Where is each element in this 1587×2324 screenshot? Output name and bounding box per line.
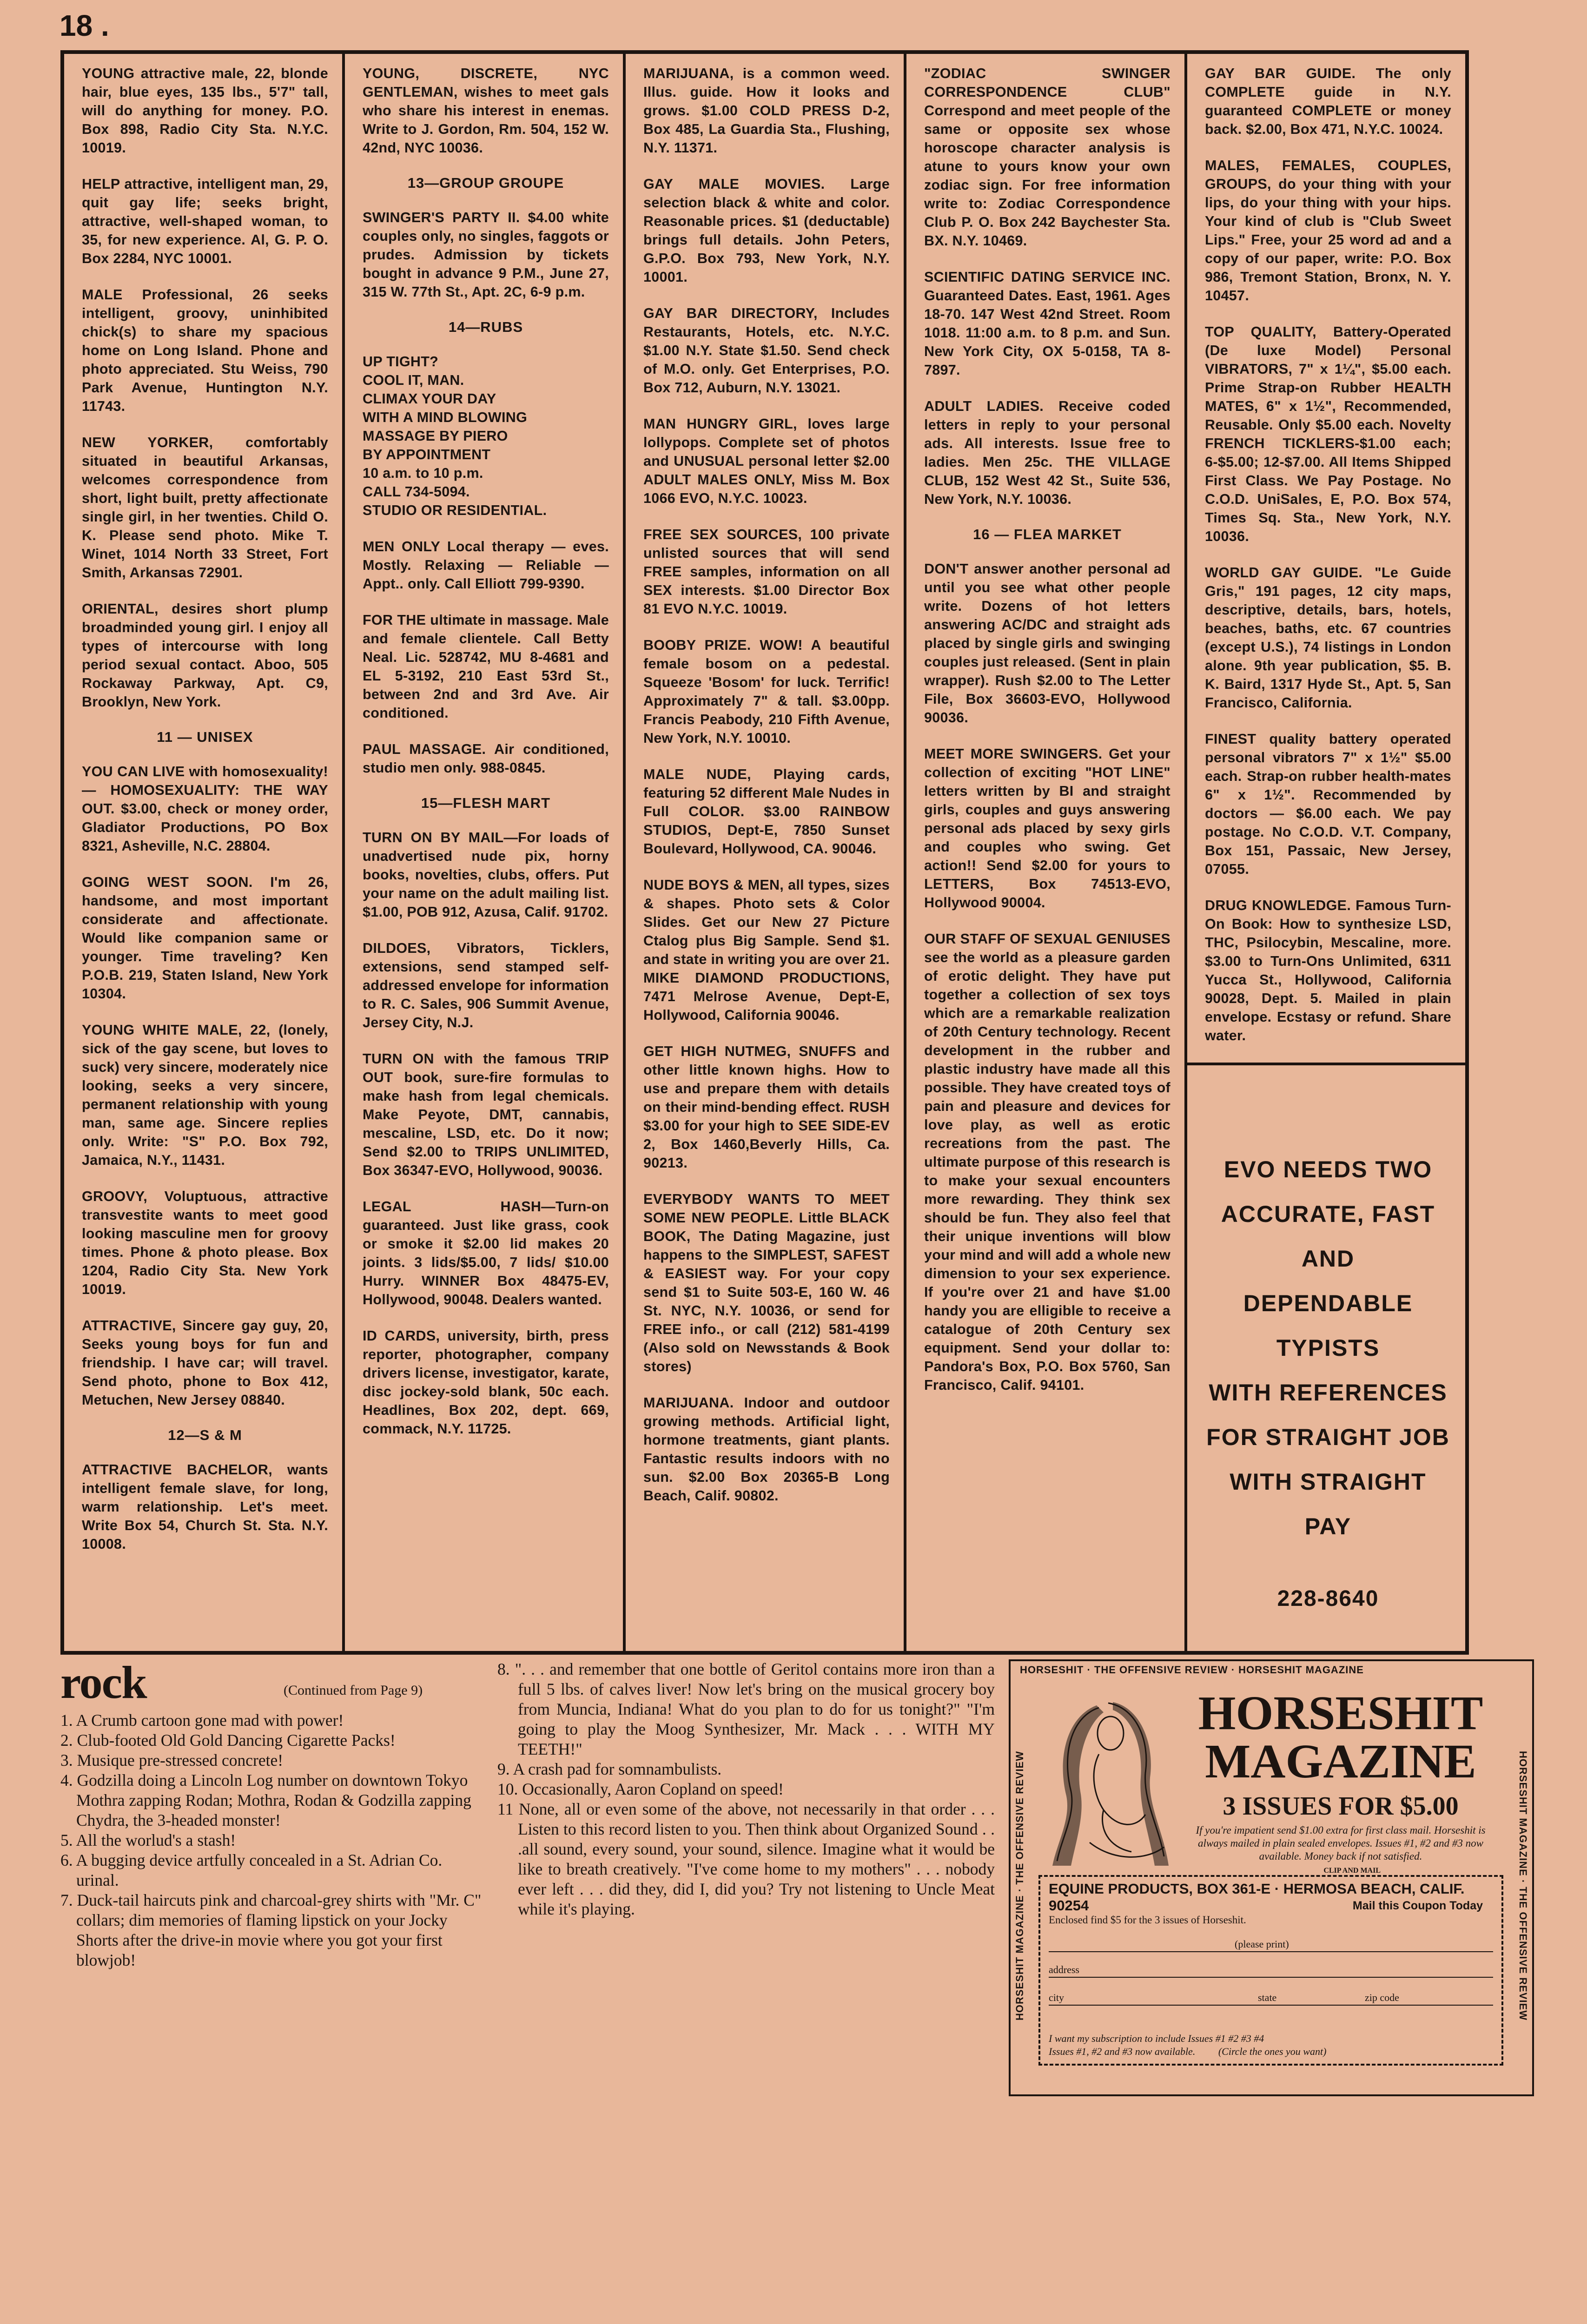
continued-note: (Continued from Page 9) — [284, 1683, 423, 1698]
evo-typists-ad — [1205, 1103, 1451, 1651]
classified-grid — [60, 50, 1469, 1655]
classified-ad: ATTRACTIVE BACHELOR, wants intelligent female slave, for long, warm relationship. Let's meet. Write Box 54, Church St. Sta. N.Y. 10008. — [82, 1462, 328, 1552]
address-label: address — [1049, 1964, 1079, 1975]
circle-text: (Circle the ones you want) — [1218, 2046, 1327, 2057]
city-state-zip-line[interactable] — [1049, 1986, 1493, 2006]
classified-ad: YOU CAN LIVE with homosexuality! — HOMOSEXUALITY: THE WAY OUT. $3.00, check or money order, Gladiator Productions, PO Box 8321, Asheville, N.C. 28804. — [82, 764, 328, 854]
classified-ad: DRUG KNOWLEDGE. Famous Turn-On Book: How to synthesize LSD, THC, Psilocybin, Mescaline, more. $3.00 to Turn-Ons Unlimited, 6311 Yucca St., Hollywood, California 90028, Dept. 5. Mailed in plain envelope. Ecstasy or refund. Share water. — [1205, 898, 1451, 1043]
classified-ad: MARIJUANA, is a common weed. Illus. guide. How it looks and grows. $1.00 COLD PRESS D-2, Box 485, La Guardia Sta., Flushing, N.Y. 11371. — [643, 66, 890, 156]
evo-typists-text: EVO NEEDS TWO ACCURATE, FAST AND DEPENDABLE TYPISTS WITH REFERENCES FOR STRAIGHT JOB WITH STRAIGHT PAY — [1206, 1156, 1450, 1539]
page-number: 18 . — [60, 9, 109, 42]
classified-ad: YOUNG WHITE MALE, 22, (lonely, sick of the gay scene, but loves to suck) very sincere, moderately nice looking, seeks a very sincere, permanent relationship with young man, same age. Sincere replies only. Write: "S" P.O. Box 792, Jamaica, N.Y., 11431. — [82, 1022, 328, 1168]
rock-list-right — [497, 1659, 995, 1919]
clip-label: CLIP AND MAIL — [1323, 1867, 1381, 1875]
available-text: Issues #1, #2 and #3 now available. — [1049, 2046, 1196, 2057]
list-item: 11 None, all or even some of the above, not necessarily in that order . . . Listen to this record listen to you. Then think about Organized Sound . . .all sound, every sound, your sound, silence. Imagine what it would be like to breath creatively. "I've come home to my mothers" . . . nobody ever left . . . did they, did I, did you? Try not listening to Uncle Meat while it's playing. — [497, 1800, 995, 1918]
section-heading: 11 — UNISEX — [157, 729, 253, 745]
classified-ad: UP TIGHT? COOL IT, MAN. CLIMAX YOUR DAY WITH A MIND BLOWING MASSAGE BY PIERO BY APPOINTMENT 10 a.m. to 10 p.m. CALL 734-5094. STUDIO OR RESIDENTIAL. — [363, 354, 547, 518]
classified-ad: NUDE BOYS & MEN, all types, sizes & shapes. Photo sets & Color Slides. Get our New 27 Picture Ctalog plus Big Sample. Send $1. and state in writing you are over 21. MIKE DIAMOND PRODUCTIONS, 7471 Melrose Avenue, Dept-E, Hollywood, California 90046. — [643, 877, 890, 1023]
classified-ad: GROOVY, Voluptuous, attractive transvestite wants to meet good looking masculine men for groovy times. Phone & photo please. Box 1204, Radio City Sta. New York 10019. — [82, 1188, 328, 1297]
state-label: state — [1258, 1992, 1277, 2003]
order-coupon — [1038, 1867, 1503, 2066]
rock-column-2 — [497, 1659, 995, 1919]
name-line[interactable] — [1049, 1933, 1493, 1952]
classified-ad: GET HIGH NUTMEG, SNUFFS and other little known highs. How to use and prepare them with details on their mind-bending effect. RUSH $3.00 for your high to SEE SIDE-EV 2, Box 1460,Beverly Hills, Ca. 90213. — [643, 1043, 890, 1171]
rock-list-left — [60, 1710, 488, 1970]
classified-column-4 — [906, 54, 1187, 1651]
section-heading: 12—S & M — [168, 1427, 242, 1443]
ad-border-right: HORSESHIT MAGAZINE · THE OFFENSIVE REVIEW — [1517, 1750, 1529, 2021]
classified-ad: YOUNG attractive male, 22, blonde hair, blue eyes, 135 lbs., 5'7" tall, will do anything for money. P.O. Box 898, Radio City Sta. N.Y.C. 10019. — [82, 66, 328, 156]
classified-ad: ID CARDS, university, birth, press reporter, photographer, company drivers license, investigator, karate, disc jockey-sold blank, 50c each. Headlines, Box 202, dept. 669, commack, N.Y. 11725. — [363, 1328, 609, 1437]
classified-ad: FREE SEX SOURCES, 100 private unlisted sources that will send FREE samples, information on all SEX interests. $1.00 Director Box 81 EVO N.Y.C. 10019. — [643, 527, 890, 617]
classified-ad: MEN ONLY Local therapy — eves. Mostly. Relaxing — Reliable — Appt.. only. Call Elliott 799-9390. — [363, 539, 609, 592]
classified-ad: LEGAL HASH—Turn-on guaranteed. Just like grass, cook or smoke it $2.00 lid makes 20 joints. 3 lids/$5.00, 7 lids/ $10.00 Hurry. WINNER Box 48475-EV, Hollywood, 90048. Dealers wanted. — [363, 1199, 609, 1307]
classified-ad: YOUNG, DISCRETE, NYC GENTLEMAN, wishes to meet gals who share his interest in enemas. Write to J. Gordon, Rm. 504, 152 W. 42nd, NYC 10036. — [363, 66, 609, 156]
list-item: 7. Duck-tail haircuts pink and charcoal-grey shirts with "Mr. C" collars; dim memories of flaming lipstick on your Jocky Shorts after the drive-in movie where you got your first blowjob! — [60, 1891, 482, 1969]
classified-ad: GAY MALE MOVIES. Large selection black & white and color. Reasonable prices. $1 (deductable) brings full details. John Peters, G.P.O. Box 793, New York, N.Y. 10001. — [643, 176, 890, 285]
zip-label: zip code — [1365, 1992, 1399, 2003]
woman-illustration-icon — [1043, 1689, 1183, 1870]
list-item: 5. All the worlud's a stash! — [60, 1831, 236, 1849]
classified-column-3 — [626, 54, 906, 1651]
subscription-text: I want my subscription to include Issues #1 #2 #3 #4 — [1049, 2033, 1264, 2044]
classified-ad: TURN ON with the famous TRIP OUT book, sure-fire formulas to make hash from legal chemicals. Make Peyote, DMT, cannabis, mescaline, LSD, etc. Do it now; Send $2.00 to TRIPS UNLIMITED, Box 36347-EVO, Hollywood, 90036. — [363, 1051, 609, 1178]
list-item: 4. Godzilla doing a Lincoln Log number on downtown Tokyo Mothra zapping Rodan; Mothra, Rodan & Godzilla zapping Chydra, the 3-headed monster! — [60, 1771, 471, 1829]
classified-ad: ADULT LADIES. Receive coded letters in reply to your personal ads. All interests. Issue free to ladies. Men 25c. THE VILLAGE CLUB, 152 West 42 St., Suite 536, New York, N.Y. 10036. — [924, 398, 1170, 507]
subscription-options — [1049, 2032, 1326, 2058]
classified-ad: "ZODIAC SWINGER CORRESPONDENCE CLUB" Correspond and meet people of the same or opposite sex whose horoscope character analysis is atune to yours know your own zodiac sign. For free information write to: Zodiac Correspondence Club P. O. Box 242 Baychester Sta. BX. N.Y. 10469. — [924, 66, 1170, 249]
classified-ad: OUR STAFF OF SEXUAL GENIUSES see the world as a pleasure garden of erotic delight. They have put together a collection of sex toys which are a remarkable realization of 20th Century technology. Recent development in the rubber and plastic industry have made all this possible. They have created toys of pain and pleasure and devices for love play, as well as erotic recreations from the past. The ultimate purpose of this research is to make your sexual encounters more rewarding. They think sex should be fun. They also feel that their unique inventions will blow your mind and will add a whole new dimension to your sex experience. If you're over 21 and have $1.00 handy you are elligible to receive a catalogue of 20th Century sex equipment. Send your dollar to: Pandora's Box, P.O. Box 5760, San Francisco, Calif. 94101. — [924, 931, 1170, 1393]
classified-ad: NEW YORKER, comfortably situated in beautiful Arkansas, welcomes correspondence from short, light built, pretty affectionate single girl, in her twenties. Child O. K. Please send photo. Mike T. Winet, 1014 North 33 Street, Fort Smith, Arkansas 72901. — [82, 435, 328, 581]
classified-ad: FINEST quality battery operated personal vibrators 7" x 1½" $5.00 each. Strap-on rubber health-mates 6" x 1½". Recommended by doctors — $6.00 each. We pay postage. No C.O.D. V.T. Company, Box 151, Passaic, New Jersey, 07055. — [1205, 731, 1451, 877]
classified-ad: MEET MORE SWINGERS. Get your collection of exciting "HOT LINE" letters written by BI and straight girls, couples and guys answering personal ads placed by sexy girls and couples who swing. Get action!! Send $2.00 for yours to LETTERS, Box 74513-EVO, Hollywood 90004. — [924, 746, 1170, 911]
classified-ad: WORLD GAY GUIDE. "Le Guide Gris," 191 pages, 12 city maps, descriptive, details, bars, hotels, beaches, baths, etc. 67 countries (except U.S.), 74 listings in London alone. 9th year publication, $5. B. K. Baird, 1317 Hyde St., Apt. 5, San Francisco, California. — [1205, 565, 1451, 711]
address-line[interactable] — [1049, 1958, 1493, 1978]
evo-typists-phone: 228-8640 — [1277, 1586, 1379, 1611]
coupon-mail-today: Mail this Coupon Today — [1352, 1899, 1483, 1912]
classified-ad: TOP QUALITY, Battery-Operated (De luxe Model) Personal VIBRATORS, 7" x 1¼", $5.00 each. Prime Strap-on Rubber HEALTH MATES, 6" x 1½", Recommended, Reusable. Only $5.00 each. Novelty FRENCH TICKLERS-$1.00 each; 6-$5.00; 12-$7.00. All Items Shipped First Class. We Pay Postage. No C.O.D. UniSales, E, P.O. Box 574, Times Sq. Sta., New York, N.Y. 10036. — [1205, 324, 1451, 544]
classified-ad: PAUL MASSAGE. Air conditioned, studio men only. 988-0845. — [363, 741, 609, 776]
classified-ad: GAY BAR DIRECTORY, Includes Restaurants, Hotels, etc. N.Y.C. $1.00 N.Y. State $1.50. Send check of M.O. only. Get Enterprises, P.O. Box 712, Auburn, N.Y. 13021. — [643, 305, 890, 396]
coupon-address: EQUINE PRODUCTS, BOX 361-E · HERMOSA BEACH, CALIF. 90254 — [1049, 1881, 1465, 1914]
ad-border-left: HORSESHIT MAGAZINE · THE OFFENSIVE REVIEW — [1014, 1750, 1025, 2021]
classified-ad: MARIJUANA. Indoor and outdoor growing methods. Artificial light, hormone treatments, giant plants. Fantastic results indoors with no sun. $2.00 Box 20365-B Long Beach, Calif. 90802. — [643, 1395, 890, 1504]
rock-column — [60, 1659, 488, 1970]
city-label: city — [1049, 1992, 1064, 2003]
section-heading: 14—RUBS — [448, 319, 523, 335]
classified-ad: SCIENTIFIC DATING SERVICE INC. Guaranteed Dates. East, 1961. Ages 18-70. 147 West 42nd Street. Room 1018. 11:00 a.m. to 8 p.m. and Sun. New York City, OX 5-0158, TA 8-7897. — [924, 269, 1170, 378]
classified-ad: ORIENTAL, desires short plump broadminded young girl. I enjoy all types of intercourse with long period sexual contact. Aboo, 505 Rockaway Parkway, Apt. C9, Brooklyn, New York. — [82, 601, 328, 710]
classified-ad: FOR THE ultimate in massage. Male and female clientele. Call Betty Neal. Lic. 528742, MU 8-4681 and EL 5-3192, 210 East 53rd St., between 2nd and 3rd Ave. Air conditioned. — [363, 612, 609, 721]
bottom-section — [60, 1657, 1529, 2124]
list-item: 10. Occasionally, Aaron Copland on speed! — [497, 1780, 784, 1798]
column-5-ads — [1205, 64, 1451, 1045]
classified-ad: DILDOES, Vibrators, Ticklers, extensions, send stamped self-addressed envelope for information to R. C. Sales, 906 Summit Avenue, Jersey City, N.J. — [363, 940, 609, 1030]
coupon-enclosed: Enclosed find $5 for the 3 issues of Horseshit. — [1049, 1914, 1246, 1926]
classified-ad: SWINGER'S PARTY II. $4.00 white couples only, no singles, faggots or prudes. Admission by tickets bought in advance 9 P.M., June 27, 315 W. 77th St., Apt. 2C, 6-9 p.m. — [363, 210, 609, 300]
section-heading: 13—GROUP GROUPE — [407, 175, 564, 191]
classified-ad: DON'T answer another personal ad until you see what other people write. Dozens of hot letters answering AC/DC and straight ads placed by single girls and swinging couples just released. (Sent in plain wrapper). Rush $2.00 to The Letter File, Box 36603-EVO, Hollywood 90036. — [924, 561, 1170, 726]
mailing-note: If you're impatient send $1.00 extra for first class mail. Horseshit is always mailed in plain sealed envelopes. Issues #1, #2 and #3 now available. Money back if not satisfied. — [1196, 1824, 1486, 1862]
classified-column-2 — [345, 54, 626, 1651]
classified-column-5 — [1187, 54, 1465, 1651]
classified-ad: MALES, FEMALES, COUPLES, GROUPS, do your thing with your lips, do your thing with your hips. Your kind of club is "Club Sweet Lips." Free, your 25 word ad and a copy of our paper, write: P.O. Box 986, Tremont Station, Bronx, N. Y. 10457. — [1205, 158, 1451, 304]
classified-ad: EVERYBODY WANTS TO MEET SOME NEW PEOPLE. Little BLACK BOOK, The Dating Magazine, just happens to the SIMPLEST, SAFEST & EASIEST way. For your copy send $1 to Suite 503-E, 160 W. 46 St. NYC, N.Y. 10036, or send for FREE info., or call (212) 581-4199 (Also sold on Newsstands & Book stores) — [643, 1191, 890, 1374]
horseshit-magazine-ad — [1009, 1659, 1534, 2096]
classified-ad: GOING WEST SOON. I'm 26, handsome, and most important considerate and affectionate. Would like companion same or younger. Time traveling? Ken P.O.B. 219, Staten Island, New York 10304. — [82, 874, 328, 1002]
classified-ad: MAN HUNGRY GIRL, loves large lollypops. Complete set of photos and UNUSUAL personal letter $2.00 ADULT MALES ONLY, Miss M. Box 1066 EVO, N.Y.C. 10023. — [643, 416, 890, 506]
divider-line — [1187, 1063, 1465, 1065]
classified-ad: GAY BAR GUIDE. The only COMPLETE guide in N.Y. guaranteed COMPLETE or money back. $2.00, Box 471, N.Y.C. 10024. — [1205, 66, 1451, 137]
list-item: 8. ". . . and remember that one bottle of Geritol contains more iron than a full 5 lbs. of calves liver! Now let's bring on the musical grocery boy from Muncia, Indiana! What do you plan to do for us tonight?" "I'm going to play the Moog Synthesizer, Mr. Mack . . . WITH MY TEETH!" — [497, 1660, 995, 1758]
ad-border-top: HORSESHIT · THE OFFENSIVE REVIEW · HORSESHIT MAGAZINE — [1020, 1664, 1364, 1676]
magazine-title: HORSESHIT MAGAZINE — [1198, 1686, 1483, 1788]
classified-ad: MALE NUDE, Playing cards, featuring 52 different Male Nudes in Full COLOR. $3.00 RAINBOW STUDIOS, Dept-E, 7850 Sunset Boulevard, Hollywood, CA. 90046. — [643, 766, 890, 857]
classified-ad: MALE Professional, 26 seeks intelligent, groovy, uninhibited chick(s) to share my spacious home on Long Island. Phone and photo appreciated. Stu Weiss, 790 Park Avenue, Huntington N.Y. 11743. — [82, 287, 328, 414]
list-item: 3. Musique pre-stressed concrete! — [60, 1751, 284, 1769]
list-item: 9. A crash pad for somnambulists. — [497, 1760, 722, 1778]
classified-column-1 — [64, 54, 345, 1651]
classified-ad: BOOBY PRIZE. WOW! A beautiful female bosom on a pedestal. Squeeze 'Bosom' for luck. Terrific! Approximately 7" & tall. $3.00pp. Francis Peabody, 210 Fifth Avenue, New York, N.Y. 10010. — [643, 637, 890, 746]
classified-ad: HELP attractive, intelligent man, 29, quit gay life; seeks bright, attractive, well-shaped woman, to 35, for new experience. Al, G. P. O. Box 2284, NYC 10001. — [82, 176, 328, 266]
list-item: 2. Club-footed Old Gold Dancing Cigarette Packs! — [60, 1731, 396, 1750]
classified-ad: TURN ON BY MAIL—For loads of unadvertised nude pix, horny books, novelties, clubs, offers. Put your name on the adult mailing list. $1.00, POB 912, Azusa, Calif. 91702. — [363, 830, 609, 920]
rock-title: rock — [60, 1657, 146, 1708]
section-heading: 16 — FLEA MARKET — [973, 526, 1122, 542]
classified-ad: ATTRACTIVE, Sincere gay guy, 20, Seeks young boys for fun and friendship. I have car; will travel. Send photo, phone to Box 412, Metuchen, New Jersey 08840. — [82, 1318, 328, 1408]
section-heading: 15—FLESH MART — [421, 795, 551, 811]
list-item: 1. A Crumb cartoon gone mad with power! — [60, 1711, 344, 1730]
list-item: 6. A bugging device artfully concealed in a St. Adrian Co. urinal. — [60, 1851, 443, 1889]
price-offer: 3 ISSUES FOR $5.00 — [1223, 1792, 1459, 1821]
print-label: (please print) — [1235, 1938, 1289, 1950]
